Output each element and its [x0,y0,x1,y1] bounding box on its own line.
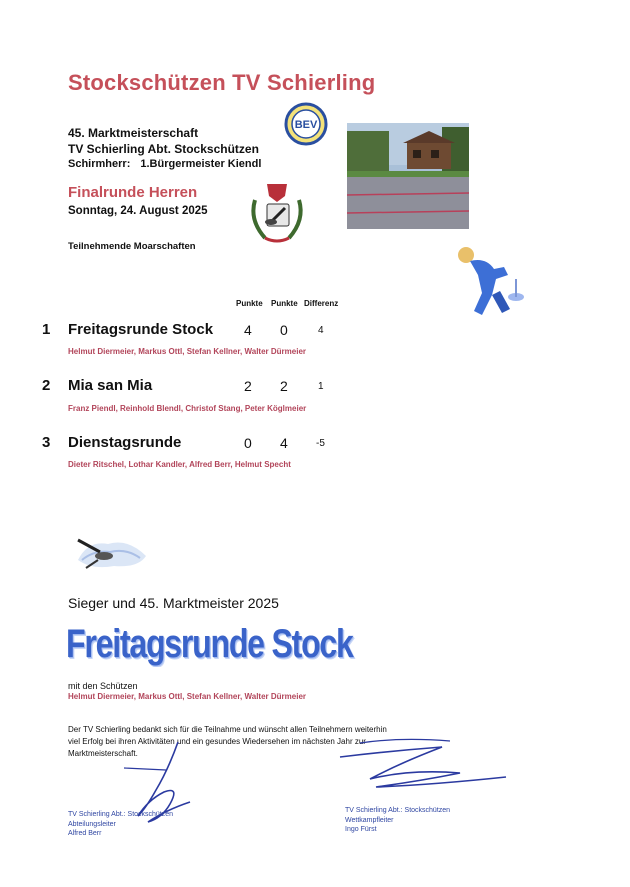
col-header-points-1: Punkte [236,299,263,308]
winner-team-name: Freitagsrunde Stock [66,622,353,666]
col-header-points-2: Punkte [271,299,298,308]
difference-3: -5 [316,438,325,449]
team-name-3: Dienstagsrunde [68,434,182,451]
difference-1: 4 [318,325,324,336]
winner-heading: Sieger und 45. Marktmeister 2025 [68,595,279,611]
team-name-2: Mia san Mia [68,377,153,394]
difference-2: 1 [318,381,324,392]
ice-stock-graphic-icon [68,530,150,572]
winner-members: Helmut Diermeier, Markus Ottl, Stefan Kellner, Walter Dürmeier [68,692,306,701]
points-2b: 2 [280,378,288,394]
thank-you-paragraph: Der TV Schierling bedankt sich für die Teilnahme und wünscht allen Teilnehmern weiterhin viel Erfolg bei ihren Aktivitäten und ein gesundes Wiedersehen im nächsten Jahr zur Marktmeisterschaft. [68,725,387,758]
points-1b: 0 [280,322,288,338]
team-name-1: Freitagsrunde Stock [68,321,214,338]
team-members-1: Helmut Diermeier, Markus Ottl, Stefan Kellner, Walter Dürmeier [68,347,306,356]
venue-photo [347,123,469,229]
points-3b: 4 [280,435,288,451]
event-date: Sonntag, 24. August 2025 [68,205,208,217]
signature-right-icon [330,735,510,795]
rank-3: 3 [42,434,51,451]
signature-left-name: Alfred Berr [68,830,102,837]
with-shooters-label: mit den Schützen [68,681,138,691]
points-2a: 2 [244,378,252,394]
signature-right-org: TV Schierling Abt.: Stockschützen [345,807,451,814]
player-figure-icon [452,245,532,317]
signature-left-role: Abteilungsleiter [68,820,116,828]
championship-line: 45. Marktmeisterschaft [68,126,199,140]
patron-line [68,158,261,170]
team-members-3: Dieter Ritschel, Lothar Kandler, Alfred Berr, Helmut Specht [68,460,291,469]
patron-label: Schirmherr: [68,158,131,170]
club-line: TV Schierling Abt. Stockschützen [68,142,259,156]
bev-logo-icon [284,102,328,146]
bev-logo-text: BEV [294,119,318,131]
col-header-difference: Differenz [304,299,339,308]
points-3a: 0 [244,435,252,451]
patron-value: 1.Bürgermeister Kiendl [140,158,262,170]
signature-block-right [345,806,450,835]
rank-2: 2 [42,377,51,394]
signature-left-org: TV Schierling Abt.: Stockschützen [68,811,174,818]
document-title: Stockschützen TV Schierling [68,70,376,95]
signature-right-name: Ingo Fürst [345,826,377,833]
signature-right-role: Wettkampfleiter [345,816,394,824]
points-1a: 4 [244,322,252,338]
final-round-title: Finalrunde Herren [68,184,198,201]
signature-block-left [68,810,173,839]
participants-heading: Teilnehmende Moarschaften [68,241,196,252]
club-crest-icon [245,180,309,246]
rank-1: 1 [42,321,51,338]
team-members-2: Franz Piendl, Reinhold Blendl, Christof Stang, Peter Köglmeier [68,404,307,413]
